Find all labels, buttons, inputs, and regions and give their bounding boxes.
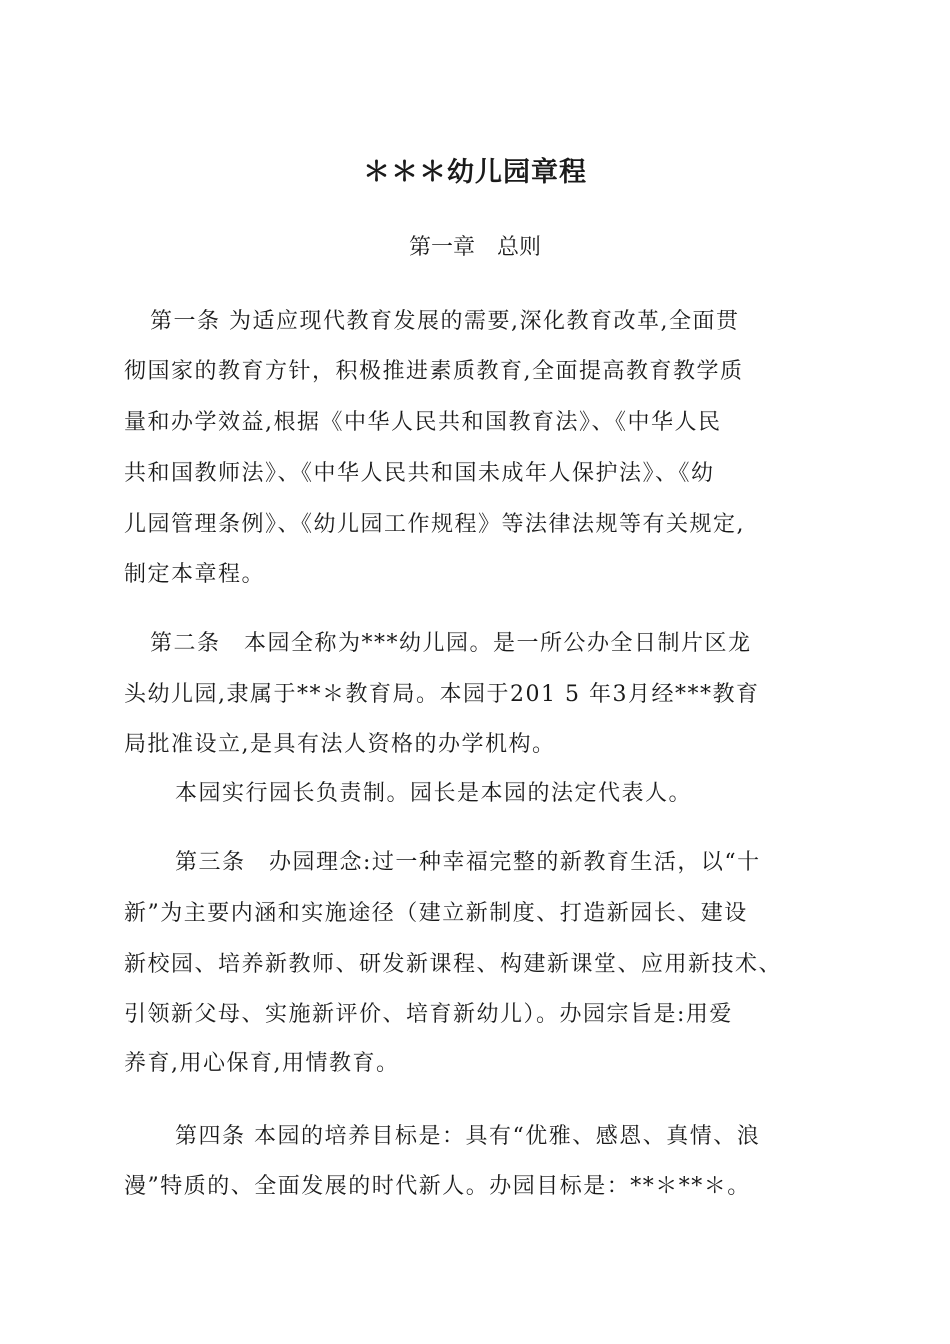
article-2-line-4: 本园实行园长负责制。园长是本园的法定代表人。: [175, 781, 693, 806]
article-3-line-1: 第三条 办园理念:过一种幸福完整的新教育生活，以“十: [175, 850, 761, 875]
article-2-line-1: 第二条 本园全称为***幼儿园。是一所公办全日制片区龙: [150, 631, 752, 656]
article-3-line-3: 新校园、培养新教师、研发新课程、构建新课堂、应用新技术、: [124, 952, 783, 977]
article-1-line-6: 制定本章程。: [124, 562, 266, 587]
article-3-line-2: 新”为主要内涵和实施途径（建立新制度、打造新园长、建设: [124, 901, 748, 926]
article-1-line-5: 儿园管理条例》、《幼儿园工作规程》等法律法规等有关规定,: [124, 512, 745, 537]
article-3-line-4: 引领新父母、实施新评价、培育新幼儿）。办园宗旨是:用爱: [124, 1002, 733, 1027]
article-4-line-2: 漫”特质的、全面发展的时代新人。办园目标是：**＊**＊。: [124, 1174, 751, 1199]
article-3-line-5: 养育,用心保育,用情教育。: [124, 1051, 400, 1076]
article-1-line-3: 量和办学效益,根据《中华人民共和国教育法》、《中华人民: [124, 410, 722, 435]
chapter-heading: 第一章 总则: [408, 235, 541, 260]
article-2-line-2: 头幼儿园,隶属于**＊教育局。本园于201 5 年3月经***教育: [124, 682, 760, 707]
article-4-line-1: 第四条 本园的培养目标是：具有“优雅、感恩、真情、浪: [175, 1124, 761, 1149]
article-1-line-4: 共和国教师法》、《中华人民共和国未成年人保护法》、《幼: [124, 461, 715, 486]
document-title: ＊＊＊幼儿园章程: [363, 157, 587, 188]
article-1-line-2: 彻国家的教育方针，积极推进素质教育,全面提高教育教学质: [124, 359, 744, 384]
article-2-line-3: 局批准设立,是具有法人资格的办学机构。: [124, 732, 556, 757]
article-1-line-1: 第一条 为适应现代教育发展的需要,深化教育改革,全面贯: [150, 309, 740, 334]
